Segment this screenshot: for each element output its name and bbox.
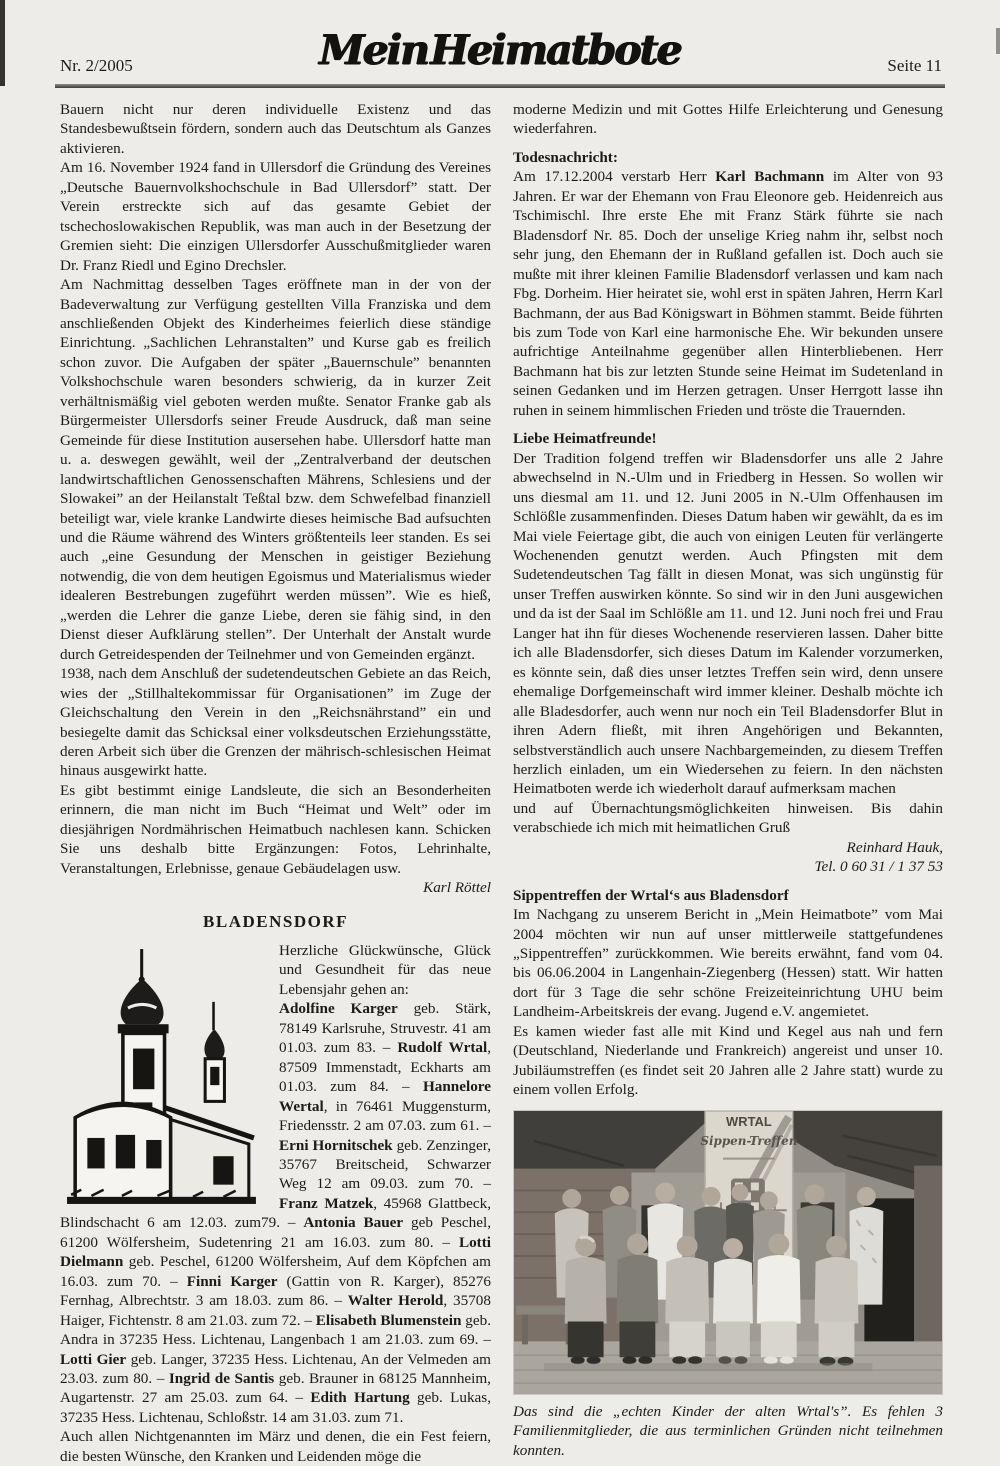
- banner-line-main: Sippen-Treffen: [700, 1133, 798, 1148]
- signature-phone: Tel. 0 60 31 / 1 37 53: [814, 858, 943, 876]
- masthead-title: Mein Heimatbote: [319, 26, 681, 74]
- birthday-closing: Auch allen Nichtgenannten im März und denen, die ein Fest feiern, die besten Wünsche, den Kranken und Leidenden möge die: [60, 1428, 491, 1465]
- issue-number: Nr. 2/2005: [60, 56, 133, 75]
- group-photo: [513, 1110, 943, 1395]
- photo-caption: Das sind die „echten Kinder der alten Wrtal's”. Es fehlen 3 Familienmitglieder, die aus terminlichen Gründen nicht teilnehmen konnten.: [513, 1402, 943, 1459]
- right-column: [513, 100, 943, 1460]
- page-number: Seite 11: [887, 56, 942, 75]
- group-photo-svg: [514, 1111, 942, 1394]
- paragraph: Am Nachmittag desselben Tages eröffnete man in der von der Badeverwaltung zur Verfügung gestellten Villa Franziska und dem anschließenden Objekt des Kinderheimes feierlich diese ständige Einrichtung. „Sachlichen Lehranstalten” und Kurse gab es freilich schon zuvor. Die Aufgaben der später „Bauernschule” benannten Volkshochschule waren besonders schwierig, da in kurzer Zeit verhältnismäßig viel geboten werden mußte. Senator Franke gab als Bürgermeister Ullersdorfs seiner Freude Ausdruck, daß man seine Gemeinde für diese Institution ausersehen habe. Ullersdorf hatte man u. a. deswegen gewählt, weil der „Zentralverband der deutschen landwirtschaftlichen Genossenschaften Mährens, Schlesiens und der Slowakei” an der Heilanstalt Teßtal bzw. dem Schwefelbad finanziell beteiligt war, viele kranke Landwirte dieses heimische Bad aufsuchten und die Räume während des Winters größtenteils leer standen. Es sei auch „eine Gesundung der Menschen in geistiger Beziehung notwendig, die von dem heutigen Egoismus und Materialismus wieder idealeren Bestrebungen zugeführt werden müssen”. Wie es hieß, „werden die Lehrer die ganze Liebe, deren sie fähig sind, in den Dienst dieser Aufklärung stellen”. Der Unterhalt der Anstalt wurde durch Getreidespenden der Teilnehmer und von Gemeinden ergänzt.: [60, 276, 491, 663]
- church-illustration: [60, 945, 265, 1207]
- author-byline: Karl Röttel: [423, 879, 491, 897]
- church-drawing-svg: [60, 945, 265, 1207]
- paragraph: Bauern nicht nur deren individuelle Existenz und das Standesbewußtsein fördern, sondern auch das Deutschtum als Ganzes aktivieren.: [60, 101, 491, 157]
- heimatfreunde-paragraph-2: und auf Übernachtungsmöglichkeiten hinweisen. Bis dahin verabschiede ich mich mit heimatlichen Gruß: [513, 799, 943, 837]
- header-rule: [55, 84, 945, 88]
- obituary-paragraph: Am 17.12.2004 verstarb Herr Karl Bachmann im Alter von 93 Jahren. Er war der Ehemann von Frau Eleonore geb. Heidenreich aus Tschimischl. Ihre erste Ehe mit Franz Stärk führte sie nach Bladensdorf Nr. 85. Doch der unselige Krieg nahm ihr, selbst noch sehr jung, den Ehemann der in Rußland gefallen ist. Doch auch sie mußte mit ihrer kleinen Familie Bladensdorf verlassen und kam nach Fbg. Dorheim. Hier heiratet sie, wohl erst in späten Jahren, Herrn Karl Bachmann, der aus Bad Königswart in Böhmen stammt. Beide führten bis zum Tode von Karl eine harmonische Ehe. Wir bekunden unsere aufrichtige Anteilnahme gegenüber allen Hinterbliebenen. Herr Bachmann hat bis zur letzten Stunde seine Heimat im Sudetenland in seinen Gedanken und im Herzen getragen. Unser Herrgott lasse ihn ruhen in seinem himmlischen Frieden und tröste die Trauernden.: [513, 168, 943, 419]
- section-title-todesnachricht: Todesnachricht:: [513, 148, 618, 166]
- signature-name: Reinhard Hauk,: [846, 838, 943, 856]
- banner-line-top: WRTAL: [726, 1113, 772, 1129]
- continuation-paragraph: moderne Medizin und mit Gottes Hilfe Erleichterung und Genesung wiederfahren.: [513, 101, 943, 138]
- sippentreffen-paragraph-2: Es kamen wieder fast alle mit Kind und Kegel aus nah und fern (Deutschland, Niederlande und Frankreich) angereist und unser 10. Jubiläumstreffen (es findet seit 20 Jahren alle 2 Jahre statt) wurde zu einem vollen Erfolg.: [513, 1022, 943, 1099]
- section-title-bladensdorf: BLADENSDORF: [203, 911, 348, 931]
- paragraph: Am 16. November 1924 fand in Ullersdorf die Gründung des Vereines „Deutsche Bauernvolkshochschule in Bad Ullersdorf” statt. Der Verein erstreckte sich auf das gesamte Gebiet der tschechoslowakischen Republik, was man auch in der Besetzung der Gremien sieht: Die einzigen Ullersdorfer Ausschußmitglieder waren Dr. Franz Riedl und Egino Drechsler.: [60, 159, 491, 274]
- paragraph: Es gibt bestimmt einige Landsleute, die sich an Besonderheiten erinnern, die man nicht im Buch “Heimat und Welt” oder im diesjährigen Nordmährischen Heimatbuch nachlesen kann. Schicken Sie uns deshalb bitte Ergänzungen: Fotos, Lehrinhalte, Veranstaltungen, Erlebnisse, genaue Gebäudelagen usw.: [60, 781, 491, 877]
- heimatfreunde-paragraph: Der Tradition folgend treffen wir Bladensdorfer uns alle 2 Jahre abwechselnd in N.-Ulm und in Friedberg in Hessen. So wollen wir uns diesmal am 11. und 12. Juni 2005 in N.-Ulm Offenhausen im Schlößle zusammenfinden. Dieses Datum haben wir gewählt, da es im Mai viele Feiertage gibt, die auch von einigen Leuten für verlängerte Wochenenden genutzt werden. Auch Pfingsten mit dem Sudetendeutschen Tag fällt in diesen Monat, was sich ungünstig für unser Treffen auswirken könnte. So sind wir in den Juni ausgewichen und da ist der Saal im Schlößle am 11. und 12. Juni noch frei und Frau Langer hat ihn für dieses Wochenende reservieren lassen. Daher bitte ich alle Bladensdorfer, sich dieses Datum im Kalender vorzumerken, es könnte sein, daß dies unser letztes Treffen sein wird, denn unsere ehemalige Dorfgemeinschaft wird immer kleiner. Deshalb möchte ich alle Bladesdorfer, auch wenn nur noch ein Teil Bladensdorfer Blut in ihren Adern fließt, mit ihren Angehörigen und Bekannten, selbstverständlich auch unsere Nachbargemeinden, zu diesem Treffen herzlich einladen, um ein Wiedersehen zu feiern. In den nächsten Heimatboten werde ich wiederholt darauf aufmerksam machen: [513, 449, 943, 798]
- bladensdorf-section: [60, 941, 491, 1466]
- sippentreffen-paragraph-1: Im Nachgang zu unserem Bericht in „Mein Heimatbote” vom Mai 2004 möchten wir nun auf unser mittlerweile stattgefundenes „Sippentreffen” zurückkommen. Wie bereits erwähnt, fand vom 04. bis 06.06.2004 in Langenhain-Ziegenberg (Hessen) statt. Wir hatten dort für 3 Tage die sehr schöne Freizeiteinrichtung UHU beim Landheim-Arbeitskreis der evang. Jugend e.V. angemietet.: [513, 906, 943, 1021]
- birthday-intro: Herzliche Glückwünsche, Glück und Gesundheit für das neue Lebensjahr gehen an:: [279, 942, 491, 998]
- page-header: [0, 0, 1000, 90]
- section-title-sippentreffen: Sippentreffen der Wrtal‘s aus Bladensdorf: [513, 886, 789, 904]
- left-column: [60, 100, 491, 1466]
- birthday-list: Adolfine Karger geb. Stärk, 78149 Karlsruhe, Struvestr. 41 am 01.03. zum 83. – Rudolf Wrtal, 87509 Immenstadt, Eckharts am 01.03. zum 84. – Hannelore Wertal, in 76461 Muggensturm, Friedensstr. 2 am 07.03. zum 61. – Erni Hornitschek geb. Zenzinger, 35767 Breitscheid, Schwarzer Weg 12 am 09.03. zum 70. – Franz Matzek, 45968 Glattbeck, Blindschacht 6 am 12.03. zum79. – Antonia Bauer geb Peschel, 61200 Wölfersheim, Sudetenring 21 am 16.03. zum 80. – Lotti Dielmann geb. Peschel, 61200 Wölfersheim, Auf dem Köpfchen am 16.03. zum 70. – Finni Karger (Gattin von R. Karger), 85276 Fernhag, Albrechtstr. 3 am 18.03. zum 86. – Walter Herold, 35708 Haiger, Fichtenstr. 8 am 21.03. zum 72. – Elisabeth Blumenstein geb. Andra in 37235 Hess. Lichtenau, Langenbach 1 am 21.03. zum 69. – Lotti Gier geb. Langer, 37235 Hess. Lichtenau, An der Velmeden am 23.03. zum 80. – Ingrid de Santis geb. Brauner in 68125 Mannheim, Augartenstr. 27 am 25.03. zum 64. – Edith Hartung geb. Lukas, 37235 Hess. Lichtenau, Schloßstr. 14 am 31.03. zum 71.: [60, 1000, 492, 1426]
- paragraph: 1938, nach dem Anschluß der sudetendeutschen Gebiete an das Reich, wies der „Stillhaltekommissar für Organisationen” im Zuge der Gleichschaltung den Verein in den „Reichsnährstand” ein und besiegelte damit das Schicksal einer volksdeutschen Erziehungsstätte, deren Arbeit sich über die Grenzen der mährisch-schlesischen Heimat hinaus ausgewirkt hatte.: [60, 665, 491, 780]
- section-title-heimatfreunde: Liebe Heimatfreunde!: [513, 430, 657, 448]
